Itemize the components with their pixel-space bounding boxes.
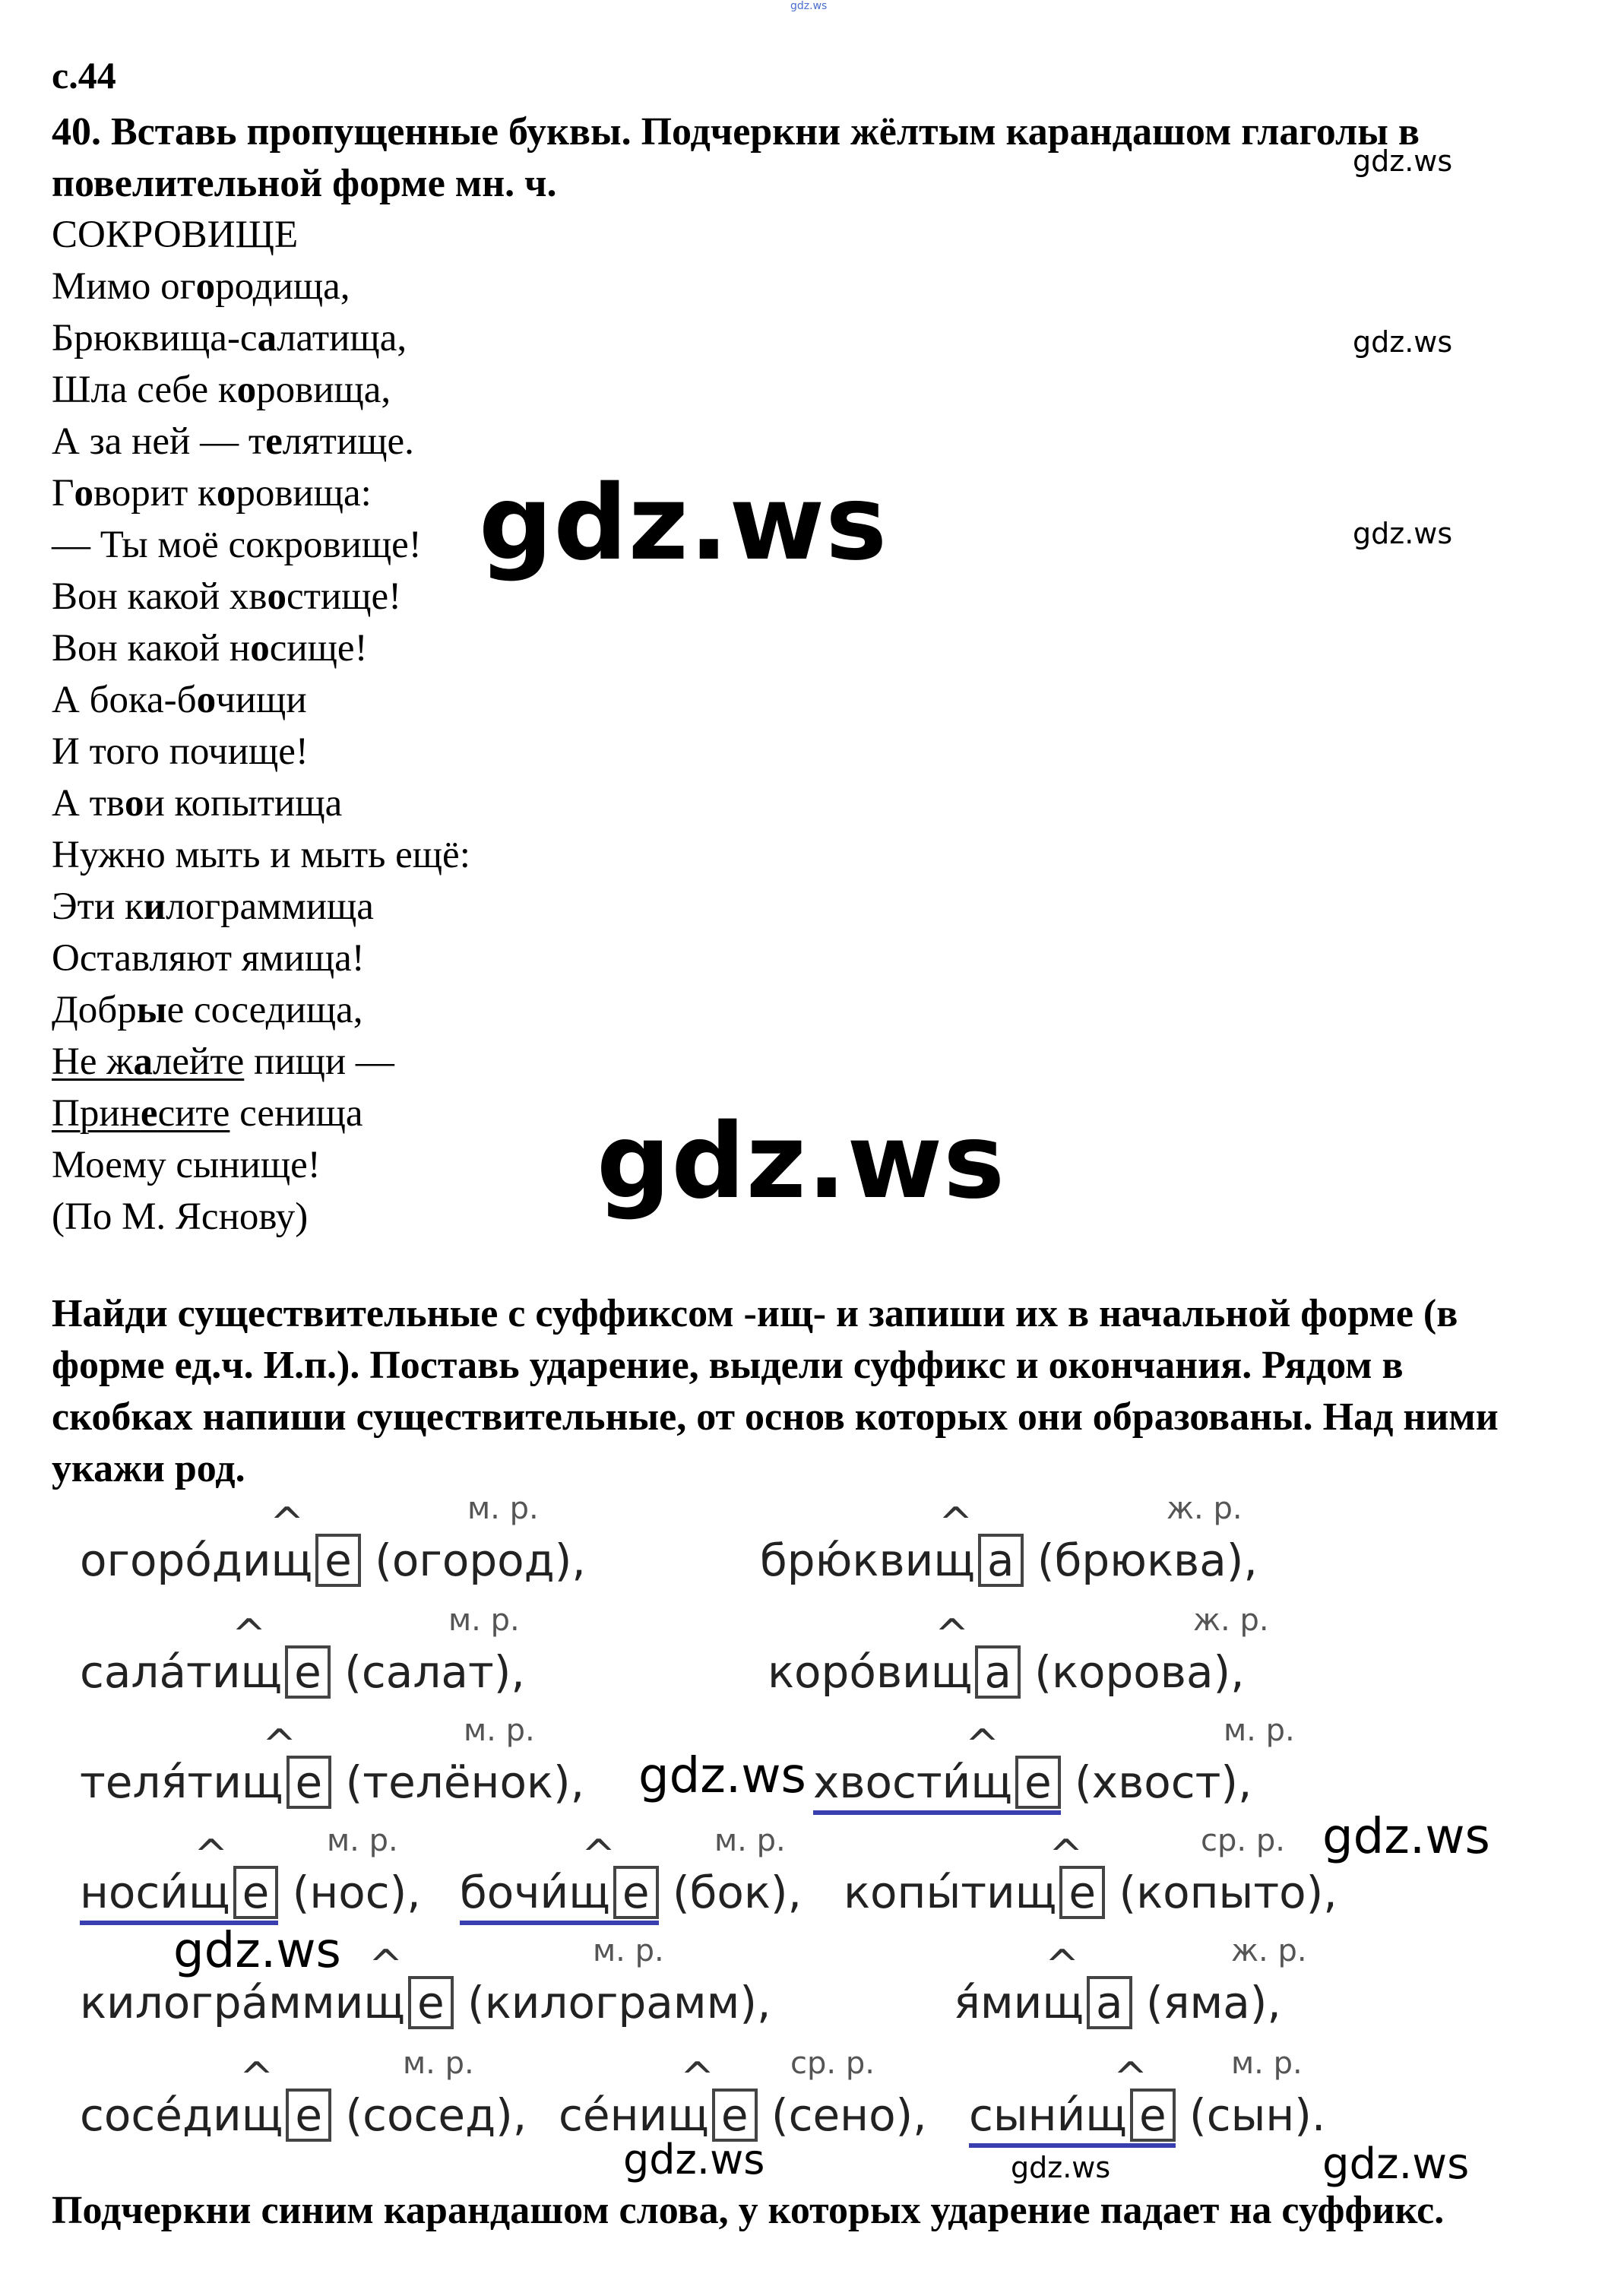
gender-label: ж. р. <box>1231 1933 1307 1968</box>
gender-label: м. р. <box>327 1823 398 1858</box>
suffix-mark-icon: ^ <box>581 1831 616 1879</box>
suffix-mark-icon: ^ <box>239 2054 274 2101</box>
poem-line: Мимо огородища, <box>52 265 350 308</box>
ending-box: е <box>233 1866 279 1919</box>
suffix-mark-icon: ^ <box>1049 1831 1084 1879</box>
suffix-mark-icon: ^ <box>1113 2054 1148 2101</box>
base-noun: (сын). <box>1175 2089 1326 2141</box>
gender-label: м. р. <box>467 1491 539 1526</box>
ending-box: е <box>712 2089 758 2142</box>
suffix-mark-icon: ^ <box>369 1941 404 1989</box>
poem-title: СОКРОВИЩЕ <box>52 214 299 256</box>
underlined-verb: Принесите <box>52 1092 230 1135</box>
answer-word <box>813 1721 1252 1815</box>
ending-box: е <box>408 1976 454 2029</box>
underlined-verb: Не жалейте <box>52 1040 245 1083</box>
base-noun: (корова), <box>1020 1646 1245 1698</box>
task-40-heading: 40. Вставь пропущенные буквы. Подчеркни жёлтым карандашом глаголы в повелительной форме мн. ч. <box>52 110 1420 205</box>
poem-line: А твои копытища <box>52 782 343 825</box>
base-noun: (телёнок), <box>331 1756 585 1808</box>
poem-line: Шла себе коровища, <box>52 369 391 411</box>
watermark-top: gdz.ws <box>790 0 828 12</box>
word-with-suffix <box>80 1499 361 1587</box>
ending-box: е <box>286 1756 332 1809</box>
word-with-suffix <box>80 1721 331 1809</box>
poem-line: Вон какой носище! <box>52 627 368 670</box>
watermark-large: gdz.ws <box>597 1102 1006 1222</box>
word-with-suffix <box>460 1831 659 1925</box>
suffix-mark-icon: ^ <box>1045 1941 1080 1989</box>
suffix-mark-icon: ^ <box>262 1721 297 1769</box>
ending-box: е <box>613 1866 659 1919</box>
poem-line: Не жалейте пищи — <box>52 1040 394 1083</box>
poem-line: Добрые соседища, <box>52 989 363 1031</box>
poem-line: Брюквища-салатища, <box>52 317 407 359</box>
gender-label: м. р. <box>403 2046 474 2081</box>
ending-box: а <box>975 1645 1021 1699</box>
ending-box: е <box>1015 1756 1061 1809</box>
suffix-mark-icon: ^ <box>194 1831 229 1879</box>
poem-line: Эти килограммища <box>52 885 374 928</box>
word-stem: хвости́щ <box>813 1756 1012 1808</box>
watermark: gdz.ws <box>173 1923 341 1979</box>
watermark: gdz.ws <box>638 1748 806 1804</box>
ending-box: е <box>1059 1866 1105 1919</box>
suffix-mark-icon: ^ <box>939 1499 973 1547</box>
base-noun: (огород), <box>360 1534 586 1586</box>
watermark: gdz.ws <box>1322 2139 1470 2189</box>
page-number: с.44 <box>52 54 116 97</box>
base-noun: (яма), <box>1132 1977 1281 2028</box>
ending-box: а <box>978 1534 1024 1587</box>
base-noun: (хвост), <box>1060 1756 1252 1808</box>
word-stem: огоро́дищ <box>80 1534 313 1586</box>
word-stem: бочи́щ <box>460 1867 610 1918</box>
word-stem: сосе́дищ <box>80 2089 283 2141</box>
suffix-mark-icon: ^ <box>965 1721 1000 1769</box>
word-with-suffix <box>954 1941 1132 2029</box>
gender-label: м. р. <box>714 1823 786 1858</box>
word-with-suffix <box>768 1610 1021 1699</box>
base-noun: (нос), <box>278 1867 421 1918</box>
poem-lines <box>52 261 470 1243</box>
ending-box: а <box>1087 1976 1132 2029</box>
word-stem: сыни́щ <box>969 2089 1127 2141</box>
word-with-suffix <box>760 1499 1024 1587</box>
gender-label: м. р. <box>448 1603 520 1638</box>
gender-label: ж. р. <box>1193 1603 1269 1638</box>
poem-line: Принесите сенища <box>52 1092 363 1135</box>
base-noun: (сено), <box>757 2089 927 2141</box>
word-with-suffix <box>80 2054 331 2142</box>
word-with-suffix <box>80 1610 331 1699</box>
ending-box: е <box>1130 2089 1176 2142</box>
ending-box: е <box>285 1645 331 1699</box>
word-with-suffix <box>813 1721 1061 1815</box>
base-noun: (брюква), <box>1023 1534 1258 1586</box>
watermark: gdz.ws <box>1322 1809 1490 1865</box>
word-with-suffix <box>844 1831 1105 1919</box>
suffix-mark-icon: ^ <box>270 1499 305 1547</box>
word-stem: сала́тищ <box>80 1646 283 1698</box>
task-2-instruction: Найди существительные с суффиксом -ищ- и запиши их в начальной форме (в форме ед.ч. И.п.). Поставь ударение, выдели суффикс и окончания. Рядом в скобках напиши существительные, от основ которых они образованы. Над ними укажи род. <box>52 1292 1499 1490</box>
poem-line: Нужно мыть и мыть ещё: <box>52 834 470 876</box>
word-stem: я́мищ <box>954 1977 1084 2028</box>
watermark: gdz.ws <box>1353 517 1453 550</box>
word-with-suffix <box>969 2054 1176 2148</box>
poem <box>52 209 470 1243</box>
word-stem: брю́квищ <box>760 1534 975 1586</box>
ending-box: е <box>315 1534 361 1587</box>
poem-line: Говорит коровища: <box>52 472 372 515</box>
poem-line: — Ты моё сокровище! <box>52 524 422 566</box>
suffix-mark-icon: ^ <box>680 2054 715 2101</box>
watermark: gdz.ws <box>1011 2151 1111 2184</box>
gender-label: ж. р. <box>1167 1491 1243 1526</box>
gender-label: м. р. <box>1231 2046 1303 2081</box>
poem-line: А за ней — телятище. <box>52 420 414 463</box>
base-noun: (копыто), <box>1105 1867 1338 1918</box>
gender-label: ср. р. <box>790 2046 875 2081</box>
suffix-mark-icon: ^ <box>232 1610 267 1658</box>
poem-line: Вон какой хвостище! <box>52 575 402 618</box>
poem-line: И того почище! <box>52 730 309 773</box>
watermark-large: gdz.ws <box>479 464 888 584</box>
word-stem: коро́вищ <box>768 1646 973 1698</box>
watermark: gdz.ws <box>623 2136 765 2184</box>
gender-label: м. р. <box>593 1933 664 1968</box>
watermark: gdz.ws <box>1353 144 1453 178</box>
base-noun: (бок), <box>658 1867 802 1918</box>
gender-label: м. р. <box>464 1713 535 1748</box>
base-noun: (килограмм), <box>453 1977 771 2028</box>
poem-line: Моему сынище! <box>52 1144 321 1186</box>
task-3-instruction: Подчеркни синим карандашом слова, у которых ударение падает на суффикс. <box>52 2189 1445 2232</box>
poem-line: (По М. Яснову) <box>52 1196 309 1238</box>
ending-box: е <box>286 2089 331 2142</box>
word-with-suffix <box>559 2054 758 2142</box>
suffix-mark-icon: ^ <box>935 1610 970 1658</box>
base-noun: (салат), <box>330 1646 525 1698</box>
gender-label: м. р. <box>1224 1713 1295 1748</box>
base-noun: (сосед), <box>331 2089 527 2141</box>
word-stem: килогра́ммищ <box>80 1977 405 2028</box>
word-stem: копы́тищ <box>844 1867 1057 1918</box>
word-with-suffix <box>80 1831 278 1925</box>
poem-line: Оставляют ямища! <box>52 937 365 980</box>
poem-line: А бока-бочищи <box>52 679 307 721</box>
word-stem: се́нищ <box>559 2089 709 2141</box>
watermark: gdz.ws <box>1353 325 1453 359</box>
gender-label: ср. р. <box>1201 1823 1285 1858</box>
word-stem: носи́щ <box>80 1867 230 1918</box>
word-stem: теля́тищ <box>80 1756 283 1808</box>
